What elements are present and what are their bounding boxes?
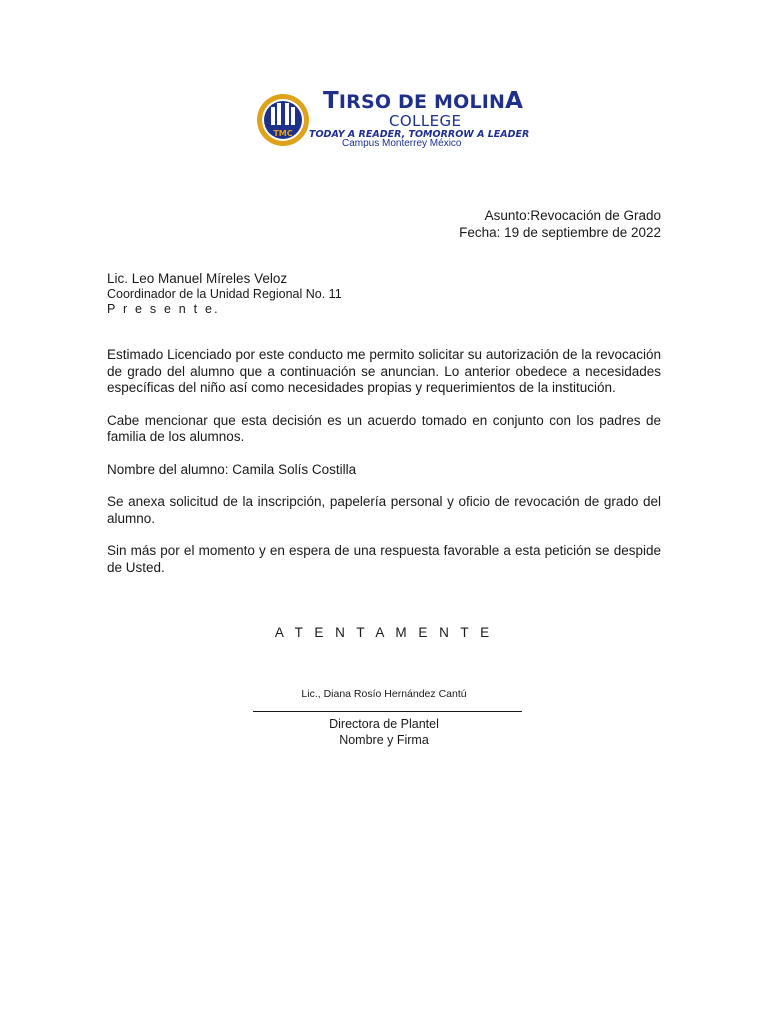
signer-name: Lic., Diana Rosío Hernández Cantú <box>301 688 467 700</box>
letter-meta <box>459 207 661 241</box>
seal-text: TMC <box>273 129 293 138</box>
school-name: TIRSO DE MOLINA <box>323 88 524 114</box>
signer-title: Directora de Plantel <box>329 717 439 731</box>
body-paragraph: Sin más por el momento y en espera de una respuesta favorable a esta petición se despide de Usted. <box>107 543 661 575</box>
body-paragraph: Nombre del alumno: Camila Solís Costilla <box>107 461 357 477</box>
school-seal-icon <box>255 92 311 148</box>
body-paragraph: Se anexa solicitud de la inscripción, papelería personal y oficio de revocación de grado del alumno. <box>107 494 661 526</box>
school-motto: TODAY A READER, TOMORROW A LEADER <box>309 129 530 140</box>
recipient-greeting: P r e s e n t e. <box>107 302 220 316</box>
closing: A T E N T A M E N T E <box>274 625 494 640</box>
recipient-name: Lic. Leo Manuel Míreles Veloz <box>107 271 288 286</box>
date-line: Fecha: 19 de septiembre de 2022 <box>459 225 661 240</box>
letter-body <box>107 347 661 592</box>
recipient-block <box>107 270 342 317</box>
signature-caption: Nombre y Firma <box>339 733 429 747</box>
school-campus: Campus Monterrey México <box>342 138 462 149</box>
signer-title-block <box>0 716 768 748</box>
signature-line <box>253 711 522 712</box>
recipient-role: Coordinador de la Unidad Regional No. 11 <box>107 287 342 301</box>
body-paragraph: Cabe mencionar que esta decisión es un acuerdo tomado en conjunto con los padres de familia de los alumnos. <box>107 412 661 444</box>
subject-line: Asunto:Revocación de Grado <box>484 208 661 223</box>
school-college: COLLEGE <box>389 112 462 130</box>
letterhead <box>255 88 535 158</box>
body-paragraph: Estimado Licenciado por este conducto me permito solicitar su autorización de la revocación de grado del alumno que a continuación se anuncian. Lo anterior obedece a necesidades específicas del niño así como necesidades propias y requerimientos de la institución. <box>107 347 661 395</box>
